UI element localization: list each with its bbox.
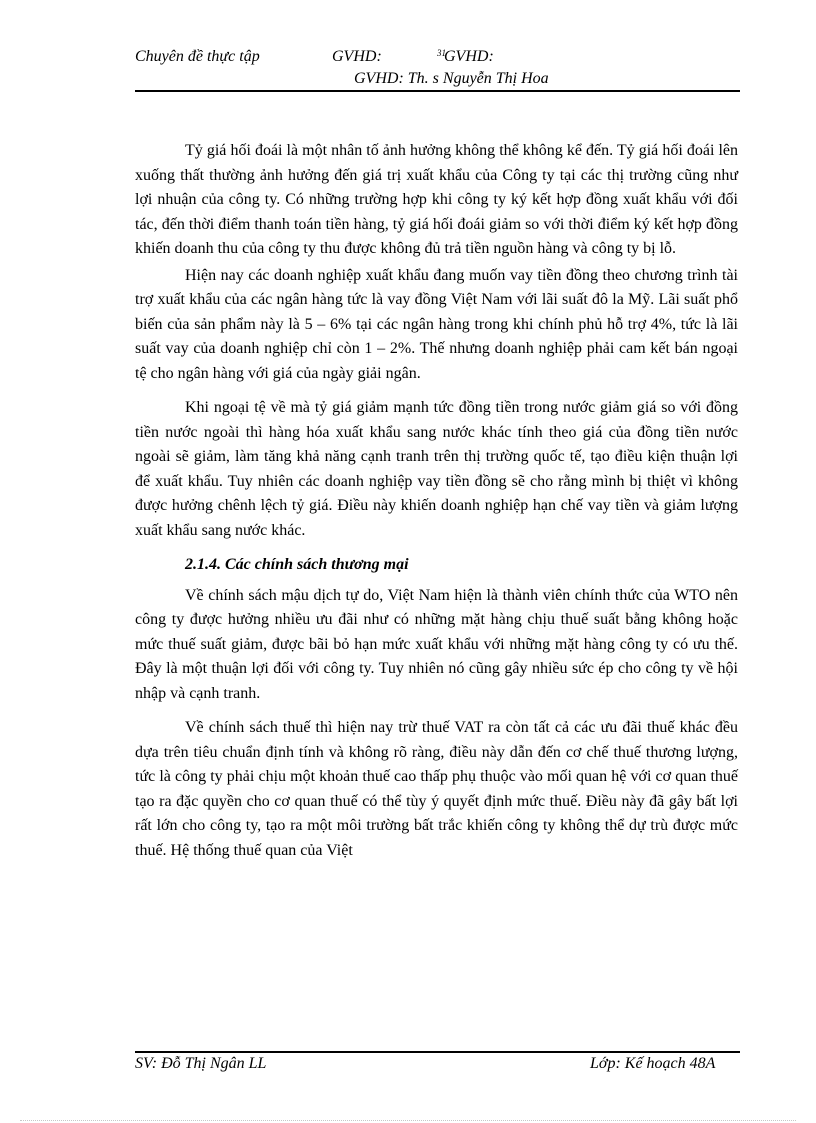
page-number: 31 (437, 48, 446, 58)
student-name: SV: Đỗ Thị Ngân LL (135, 1055, 267, 1072)
paragraph-currency-depreciation: Khi ngoại tệ về mà tỷ giá giảm mạnh tức đồng tiền trong nước giảm giá so với đồng tiền nước ngoài thì hàng hóa xuất khẩu sang nước khác tính theo giá của đồng tiền nước ngoài sẽ giảm, làm tăng khả năng cạnh tranh trên thị trường quốc tế, tạo điều kiện thuận lợi để xuất khẩu. Tuy nhiên các doanh nghiệp vay tiền đồng sẽ cho rằng mình bị thiệt vì không được hưởng chênh lệch tỷ giá. Điều này khiến doanh nghiệp hạn chế vay tiền và giảm lượng xuất khẩu sang nước khác. (135, 399, 738, 539)
paragraph-tax-policy: Về chính sách thuế thì hiện nay trừ thuế VAT ra còn tất cả các ưu đãi thuế khác đều dựa trên tiêu chuẩn định tính và không rõ ràng, điều này dẫn đến cơ chế thuế thương lượng, tức là công ty phải chịu một khoản thuế cao thấp phụ thuộc vào mối quan hệ với cơ quan thuế tạo ra đặc quyền cho cơ quan thuế có thể tùy ý quyết định mức thuế. Điều này đã gây bất lợi rất lớn cho công ty, tạo ra một môi trường bất trắc khiến công ty không thể dự trù được mức thuế. Hệ thống thuế quan của Việt (135, 719, 738, 859)
page-edge (20, 1120, 796, 1121)
footer-divider (135, 1051, 740, 1053)
class-name: Lớp: Kế hoạch 48A (590, 1055, 716, 1072)
paragraph-exchange-rate: Tỷ giá hối đoái là một nhân tố ảnh hưởng không thể không kể đến. Tỷ giá hối đoái lên xuống thất thường ảnh hưởng đến giá trị xuất khẩu của Công ty tại các thị trường cũng như lợi nhuận của công ty. Có những trường hợp khi công ty ký kết hợp đồng xuất khẩu với đối tác, đến thời điểm thanh toán tiền hàng, tỷ giá hối đoái giảm so với thời điểm ký kết hợp đồng khiến doanh thu của công ty thu được không đủ trả tiền nguồn hàng và công ty bị lỗ. (135, 142, 738, 257)
document-title: Chuyên đề thực tập (135, 48, 260, 65)
page-body (135, 139, 738, 865)
section-heading: 2.1.4. Các chính sách thương mại (185, 556, 409, 573)
paragraph-free-trade-policy: Về chính sách mậu dịch tự do, Việt Nam hiện là thành viên chính thức của WTO nên công ty được hưởng nhiều ưu đãi như có những mặt hàng chịu thuế suất bằng không hoặc mức thuế suất giảm, được bãi bỏ hạn mức xuất khẩu với những mặt hàng công ty có ưu thế. Đây là một thuận lợi đối với công ty. Tuy nhiên nó cũng gây nhiều sức ép cho công ty về hội nhập và cạnh tranh. (135, 586, 738, 702)
page-header (135, 48, 745, 70)
header-divider (135, 90, 740, 92)
header-gvhd-label-2: GVHD: (444, 48, 494, 65)
header-gvhd-label: GVHD: (332, 48, 382, 65)
advisor-name: GVHD: Th. s Nguyễn Thị Hoa (354, 70, 549, 87)
paragraph-export-loans: Hiện nay các doanh nghiệp xuất khẩu đang muốn vay tiền đồng theo chương trình tài trợ xuất khẩu của các ngân hàng tức là vay đồng Việt Nam với lãi suất đô la Mỹ. Lãi suất phổ biến của sản phẩm này là 5 – 6% tại các ngân hàng trong khi chính phủ hỗ trợ 4%, tức là lãi suất vay của doanh nghiệp chỉ còn 1 – 2%. Thế nhưng doanh nghiệp phải cam kết bán ngoại tệ cho ngân hàng với giá của ngày giải ngân. (135, 266, 738, 382)
